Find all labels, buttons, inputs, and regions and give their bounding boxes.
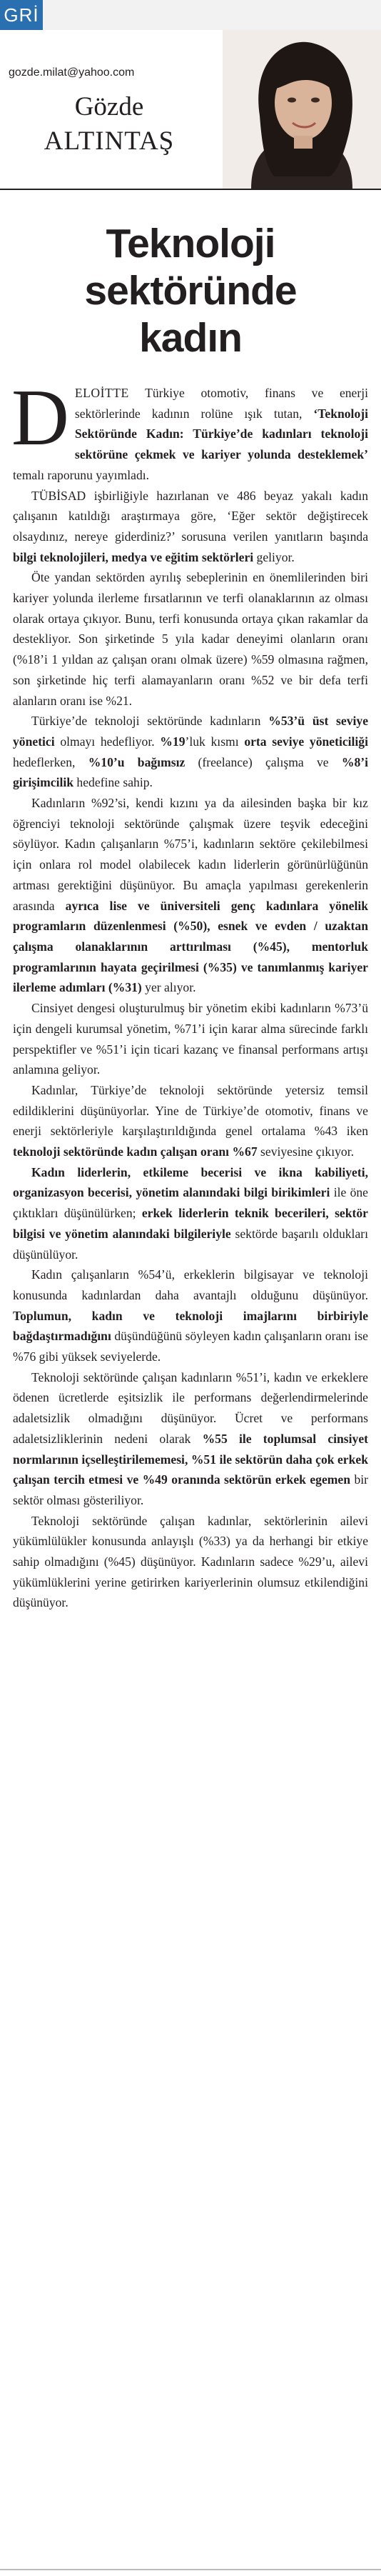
- paragraph-2: [13, 486, 368, 568]
- author-last-name: ALTINTAŞ: [44, 126, 175, 156]
- text-run: Türkiye otomotiv, finans ve enerji sektörlerinde kadının rolüne ışık tutan,: [74, 386, 368, 421]
- text-run: Türkiye’de teknoloji sektöründe kadınların: [31, 714, 269, 729]
- headline-line-2: sektöründe: [84, 268, 297, 314]
- headline: [0, 220, 381, 361]
- text-run: Kadınların %92’si, kendi kızını ya da ailesinden başka bir kız öğrenciyi teknoloji sektöründe çalışmak üzere teşvik edeceğini söylüyor. Kadın çalışanların %75’i, kadınların sektöre çekilebilmesi için onlara rol model olabilecek kadın liderlerin görünürlüğünün artması gerektiğini düşünüyor. Bu amaçla yapılması gerekenlerin arasında: [13, 796, 368, 913]
- text-run: Cinsiyet dengesi oluşturulmuş bir yönetim ekibi kadınların %73’ü için dengeli kurumsal yönetim, %71’i için karar alma sürecinde farklı perspektifler ve %51’i için ticari kazanç ve finansal performans artışı anlamına geliyor.: [13, 1001, 368, 1077]
- author-first-name: Gözde: [74, 92, 144, 121]
- article-body: [11, 374, 369, 1613]
- text-run: bir sektör olması gösteriliyor.: [13, 1472, 368, 1507]
- text-run: ile öne çıktıkları düşünülürken;: [13, 1185, 368, 1221]
- text-run: (freelance) çalışma ve: [185, 754, 342, 769]
- bold-run: %19: [160, 734, 186, 749]
- text-run: temalı raporunu yayımladı.: [13, 467, 150, 482]
- text-run: geliyor.: [253, 549, 295, 564]
- paragraph-4: [13, 711, 368, 793]
- text-run: sektörde başarılı oldukları düşünülüyor.: [13, 1226, 368, 1262]
- portrait-illustration: [223, 30, 381, 189]
- bold-run: %55 ile toplumsal cinsiyet normlarının içselleştirilememesi, %51 ile sektörün daha çok erkek çalışan tercih etmesi ve %49 oranında sektörün erkek egemen: [13, 1431, 369, 1487]
- paragraph-8: [13, 1162, 368, 1265]
- bold-run: %53’ü üst seviye yönetici: [13, 714, 368, 749]
- text-run: olmayı hedefliyor.: [54, 734, 161, 749]
- text-run: yer alıyor.: [141, 980, 196, 995]
- bold-run: ‘Teknoloji Sektöründe Kadın: Türkiye’de kadınları teknoloji sektörüne çekmek ve kariyer yolunda desteklemek’: [74, 406, 368, 462]
- bold-run: bilgi teknolojileri, medya ve eğitim sektörleri: [13, 549, 254, 564]
- text-run: Teknoloji sektöründe çalışan kadınlar, sektörlerinin ailevi yükümlülükler konusunda anlayışlı (%33) ya da herhangi bir etkiye sahip olmadığını (%45) düşünüyor. Kadınların sadece %29’u, ailevi yükümlüklerini yerine getirirken kariyerlerinin olumsuz etkilendiğini düşünüyor.: [13, 1513, 368, 1610]
- text-run: ’luk kısmı: [185, 734, 245, 749]
- bold-run: %8’i girişimcilik: [13, 754, 369, 790]
- text-run: Kadınlar, Türkiye’de teknoloji sektöründe yetersiz temsil edildiklerini düşünüyorlar. Yine de Türkiye’de otomotiv, finans ve enerji sektörleriyle karşılaştırıldığında genel ortalama %43 iken: [13, 1082, 368, 1139]
- author-portrait-photo: [223, 30, 381, 189]
- bold-run: ayrıca lise ve üniversiteli genç kadınlara yönelik programların düzenlenmesi (%50), esnek ve evden / uzaktan çalışma olanaklarının arttırılması (%45), mentorluk programlarının hayata geçirilmesi (%35) ve tanımlanmış kariyer ilerleme adımları (%31): [13, 898, 369, 995]
- author-email[interactable]: gozde.milat@yahoo.com: [9, 66, 135, 79]
- text-run: Öte yandan sektörden ayrılış sebeplerinin en önemlilerinden biri kariyer yolunda ilerleme fırsatlarının ve terfi olanaklarının az olması olarak ortaya çıkıyor. Bunu, terfi konusunda ortaya çıkan rakamlar da destekliyor. Son şirketinde 5 yıla kadar deneyimi olanların oranı (%18’i 1 yıldan az çalışan oranı olmak üzere) %59 olmasına rağmen, son şirketinde hiç terfi alamayanların oranı %52 ve bir defa terfi alanların oranı ise %21.: [13, 570, 368, 708]
- paragraph-6: [13, 998, 368, 1080]
- text-run: TÜBİSAD işbirliğiyle hazırlanan ve 486 beyaz yakalı kadın çalışanın katıldığı araştırmaya göre, ‘Eğer sektör değiştirecek olsaydınız, nereye giderdiniz?’ sorusuna verilen yanıtların başında: [13, 488, 368, 544]
- text-run: Teknoloji sektöründe çalışan kadınların %51’i, kadın ve erkeklere ödenen ücretlerde eşitsizlik ile performans değerlendirmelerinde adaletsizlik olmadığını düşünüyor. Ücret ve performans adaletsizliklerinin nedeni olarak: [13, 1369, 368, 1446]
- bold-run: orta seviye yöneticiliği: [244, 734, 368, 749]
- drop-cap: D: [11, 374, 69, 462]
- bold-run: Kadın liderlerin, etkileme becerisi ve ikna kabiliyeti, organizasyon becerisi, yönetim alanındaki bilgi birikimleri: [13, 1164, 368, 1200]
- text-run: Kadın çalışanların %54’ü, erkeklerin bilgisayar ve teknoloji konusunda kadınlardan daha avantajlı olduğunu düşünüyor.: [13, 1267, 368, 1302]
- headline-line-1: Teknoloji: [106, 221, 275, 266]
- section-tag: GRİ: [0, 0, 43, 30]
- text-run: hedeflerken,: [13, 754, 88, 769]
- bold-run: erkek liderlerin teknik becerileri, sektör bilgisi ve yönetim alanındaki bilgileriyle: [13, 1206, 368, 1241]
- paragraph-3: [13, 567, 368, 711]
- text-run: hedefine sahip.: [73, 775, 153, 790]
- bold-run: %10’u bağımsız: [88, 754, 186, 769]
- paragraph-11: [13, 1511, 368, 1614]
- paragraph-7: [13, 1080, 368, 1162]
- footer-divider: [0, 2569, 381, 2570]
- paragraph-10: [13, 1367, 368, 1511]
- lead-in-caps: ELOİTTE: [74, 386, 129, 400]
- text-run: seviyesine çıkıyor.: [257, 1144, 354, 1159]
- bold-run: teknoloji sektöründe kadın çalışan oranı %67: [13, 1144, 258, 1159]
- section-tag-bar: [0, 0, 381, 30]
- header-divider: [0, 189, 381, 190]
- paragraph-5: [13, 793, 368, 998]
- headline-line-3: kadın: [139, 315, 242, 361]
- bold-run: Toplumun, kadın ve teknoloji imajlarını birbiriyle bağdaştırmadığını: [13, 1308, 368, 1344]
- text-run: düşündüğünü söyleyen kadın çalışanların oranı ise %76 gibi yüksek seviyelerde.: [13, 1329, 368, 1364]
- paragraph-1: [11, 374, 368, 486]
- paragraph-9: [13, 1264, 368, 1367]
